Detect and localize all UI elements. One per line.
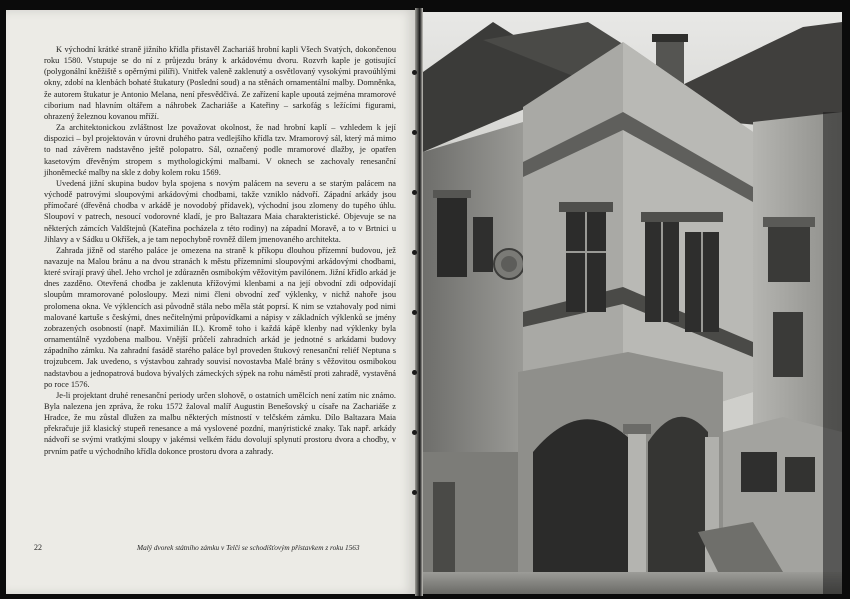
left-page [6, 10, 415, 594]
body-text [44, 44, 396, 457]
photo-page [423, 12, 842, 594]
paragraph: K východní krátké straně jižního křídla přistavěl Zachariáš hrobní kapli Všech Svatých, dokončenou roku 1580. Vstupuje se do ní z průjezdu brány k arkádovému dvoru. Rozvrh kaple je gotisující (polygonální kněžiště s opěrnými pilíři). Vnitřek valeně zaklenutý a osvětlovaný vysokými pravoúhlými okny, zdobí na klenbách bohaté štukatury (Poslední soud) a na stěnách ornamentální malby. Domněnka, že autorem štukatur je Antonio Melana, není přesvědčivá. Ze zařízení kaple upoutá zejména mramorové ciborium nad hlavním oltářem a náhrobek Zachariáše a Kateřiny – sarkofág s ležícími figurami, ohrazený železnou kovanou mříží. [44, 45, 396, 121]
paragraph: Je-li projektant druhé renesanční periody určen slohově, o ostatních umělcích není zatím nic známo. Byla nalezena jen zpráva, že roku 1572 žaloval malíř Augustin Benešovský u císaře na Zachariáše z Hradce, že mu zůstal dlužen za malbu některých místností v telčském zámku. Dílo Baltazara Maia překračuje již klasický stupeň renesance a má vyslovené pozdní, manýristické znaky. Tak např. arkády nádvoří se svými vratkými sloupy v jakémsi velkém řádu dovolují splynutí prostoru dvora a chodby, v prvním patře u východního křídla dokonce prostoru dvora a zahrady. [44, 390, 396, 456]
binding-holes [411, 70, 419, 550]
photo-caption: Malý dvorek státního zámku v Telči se schodišťovým přístavkem z roku 1563 [137, 543, 360, 552]
courtyard-arcade-photo [423, 12, 842, 594]
paragraph: Za architektonickou zvláštnost lze považovat okolnost, že nad hrobní kaplí – vzhledem k její dispozici – byl projektován v úrovni druhého patra vedlejšího křídla tzv. Mramorový sál, který má mimo to nad závěrem nadstavěno ještě polopatro. Sál, označený podle mramorové dlažby, je opatřen kasetovým dřevěným stropem s mythologickými malbami. V oknech se zachovaly renesanční jihoněmecké malby na skle z doby kolem roku 1569. [44, 123, 396, 177]
paragraph: Uvedená jižní skupina budov byla spojena s novým palácem na severu a se starým palácem na východě patrovými sloupovými arkádovými chodbami, takže vzniklo nádvoří. Západní arkády jsou přímočaré (dřevěná chodba v arkádě je novodobý přídavek), východní jsou zlomeny do tupého úhlu. Sloupoví v patrech, nesoucí vodorovné kladí, je pro Baltazara Maia charakteristické. Objevuje se na některých zámcích Valdštejnů (Kateřina pocházela z této rodiny) na západní Moravě, a to v Brtnici u Jihlavy a v Sádku u Okříšek, a je tam nepochybně rovněž dílem jmenovaného architekta. [44, 178, 396, 244]
page-number: 22 [34, 543, 42, 552]
paragraph: Zahrada jižně od starého paláce je omezena na straně k příkopu dlouhou přízemní budovou, jež navazuje na Malou bránu a na dvou stranách k městu přízemními sloupovými arkádovými chodbami, které svírají pravý úhel. Jeho vrchol je zdůrazněn osmibokým věžovitým pavilónem. Jižní křídlo arkád je dnes zazděno. Otevřená chodba je zaklenuta křížovými klenbami a na její obvodní zdi odpovídají sloupům mramorované polosloupy. Mezi nimi členi obvodní zeď výklenky, v nichž nahoře jsou prolomena okna. Ve výklencích asi původně stála nebo měla stát poprsí. K nim se vztahovaly pod nimi malované kartuše s českými, dnes nečitelnými průpovídkami a nápisy v základních výklenků se jmény zobrazených osobností (např. Maximilián II.). Kromě toho i každá kápě klenby nad výklenky byla ornamentálně vyzdobena malbou. Vnější průčelí zahradních arkád je jednotné s arkádami budovy západního zámku. Na zahradní fasádě starého paláce byl proveden štukový renesanční reliéf Neptuna s trojzubcem. Jak uvedeno, s výstavbou zahrady souvisí novostavba Malé brány s věžovitou osmibokou nadstavbou a jednopatrová budova bývalých zámeckých sýpek na rohu náměstí proti zahradě, vystavěná po roce 1576. [44, 245, 396, 389]
